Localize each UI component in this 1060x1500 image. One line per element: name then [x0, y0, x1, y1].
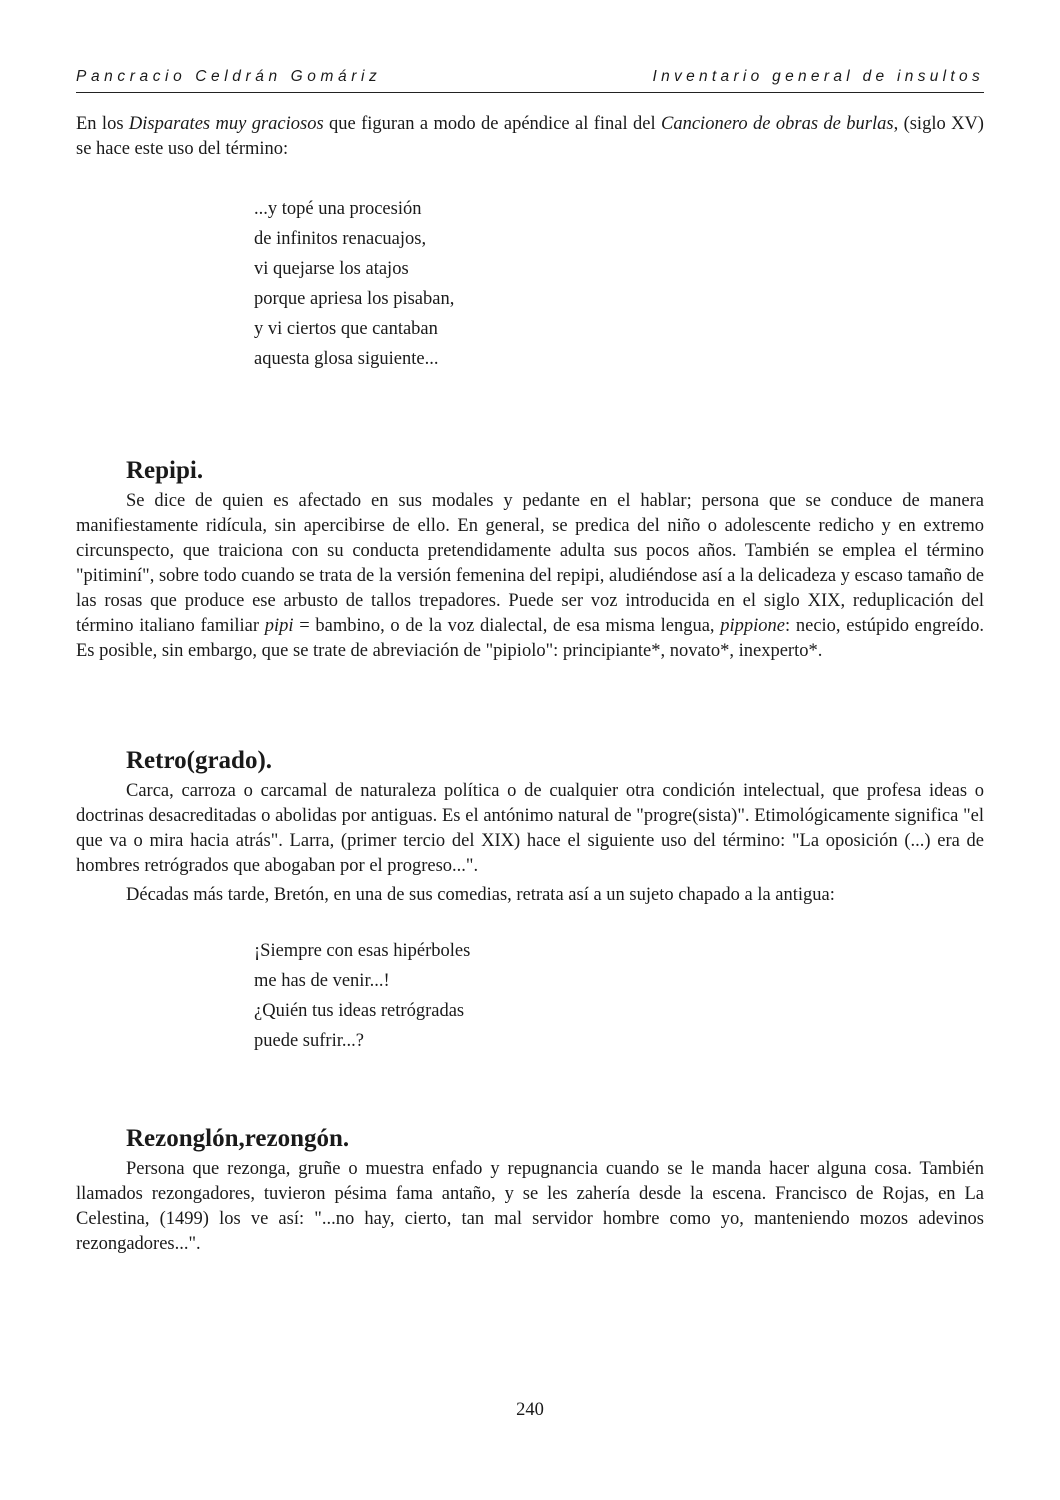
intro-work-title-1: Disparates muy graciosos — [128, 114, 324, 134]
intro-text: En los — [76, 114, 129, 134]
italic-term: pippione — [720, 616, 785, 636]
verse-line: vi quejarse los atajos — [254, 259, 409, 279]
entry-body-retro-2: Décadas más tarde, Bretón, en una de sus comedias, retrata así a un sujeto chapado a la antigua: — [126, 885, 835, 905]
verse-line: me has de venir...! — [254, 971, 390, 991]
intro-paragraph — [76, 112, 984, 162]
verse-line: puede sufrir...? — [254, 1031, 364, 1051]
header-author: Pancracio Celdrán Gomáriz — [76, 68, 382, 85]
entry-text: = bambino, o de la voz dialectal, de esa misma lengua, — [293, 616, 721, 636]
entry-title-repipi: Repipi. — [126, 457, 204, 484]
verse-line: ¡Siempre con esas hipérboles — [254, 941, 471, 961]
entry-body-rezonglon: Persona que rezonga, gruñe o muestra enfado y repugnancia cuando se le manda hacer alguna cosa. También llamados rezongadores, tuvieron pésima fama antaño, y se les zahería desde la escena. Francisco de Rojas, en La Celestina, (1499) los ve así: "...no hay, cierto, tan mal servidor hombre como yo, manteniendo mozos adevinos rezongadores...". — [76, 1159, 984, 1254]
intro-text: , (siglo XV) se hace este uso del término: — [76, 114, 984, 159]
entry-body-repipi — [76, 489, 984, 664]
verse-line: porque apriesa los pisaban, — [254, 289, 455, 309]
entry-body-retro: Carca, carroza o carcamal de naturaleza política o de cualquier otra condición intelectual, que profesa ideas o doctrinas desacreditadas o abolidas por antiguas. Es el antónimo natural de "progre(sista)". Etimológicamente significa "el que va o mira hacia atrás". Larra, (primer tercio del XIX) hace el siguiente uso del término: "La oposición (...) era de hombres retrógrados que abogaban por el progreso...". — [76, 781, 984, 876]
entry-title-retro: Retro(grado). — [126, 747, 273, 774]
intro-work-title-2: Cancionero de obras de burlas — [661, 114, 894, 134]
running-header — [76, 68, 984, 93]
entry-title-rezonglon: Rezonglón,rezongón. — [126, 1125, 350, 1152]
intro-text: que figuran a modo de apéndice al final del — [323, 114, 661, 134]
verse-quote-1 — [254, 194, 984, 374]
verse-line: ...y topé una procesión — [254, 199, 422, 219]
entry-text: : necio, estúpido engreído. Es posible, sin embargo, que se trate de abreviación de "pipiolo": principiante*, novato*, inexperto*. — [76, 616, 985, 661]
header-book-title: Inventario general de insultos — [652, 68, 984, 85]
entry-text: Se dice de quien es afectado en sus modales y pedante en el hablar; persona que se conduce de manera manifiestamente ridícula, sin apercibirse de ello. En general, se predica del niño o adolescente redicho y en extremo circunspecto, que traiciona con su conducta pretendidamente adulta sus pocos años. También se emplea el término "pitiminí", sobre todo cuando se trata de la versión femenina del repipi, aludiéndose así a la delicadeza y escaso tamaño de las rosas que produce ese arbusto de tallos trepadores. Puede ser voz introducida en el siglo XIX, reduplicación del término italiano familiar — [76, 491, 984, 636]
verse-line: ¿Quién tus ideas retrógradas — [254, 1001, 465, 1021]
verse-line: de infinitos renacuajos, — [254, 229, 427, 249]
verse-line: y vi ciertos que cantaban — [254, 319, 438, 339]
verse-line: aquesta glosa siguiente... — [254, 349, 439, 369]
verse-quote-2 — [254, 936, 984, 1056]
page-number: 240 — [516, 1400, 544, 1420]
page-body — [76, 112, 984, 1257]
italic-term: pipi — [264, 616, 294, 636]
